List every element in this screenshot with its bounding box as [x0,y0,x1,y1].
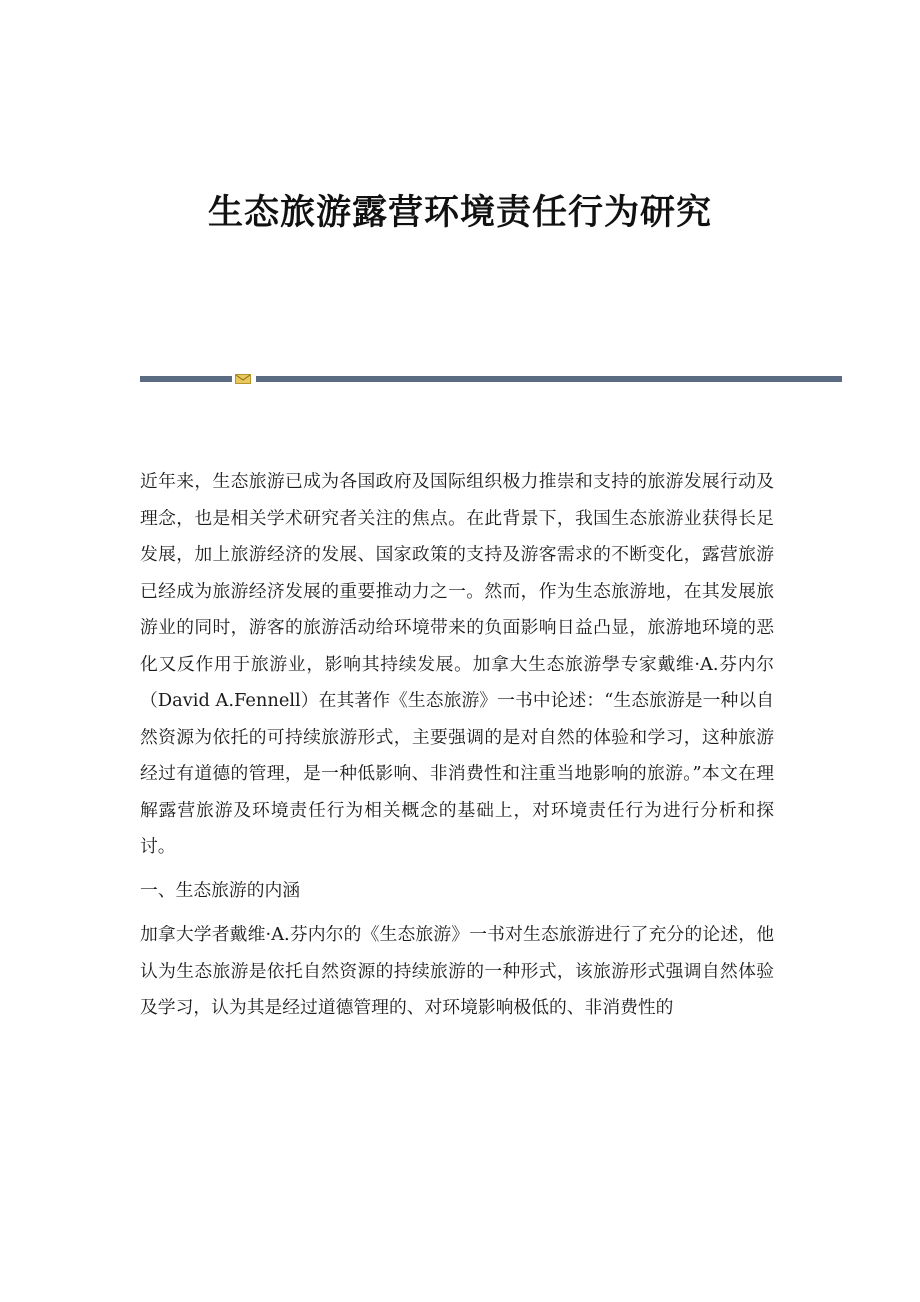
ornament-icon [235,374,251,384]
intro-paragraph: 近年来，生态旅游已成为各国政府及国际组织极力推崇和支持的旅游发展行动及理念，也是相关学术研究者关注的焦点。在此背景下，我国生态旅游业获得长足发展，加上旅游经济的发展、国家政策的支持及游客需求的不断变化，露营旅游已经成为旅游经济发展的重要推动力之一。然而，作为生态旅游地，在其发展旅游业的同时，游客的旅游活动给环境带来的负面影响日益凸显，旅游地环境的恶化又反作用于旅游业，影响其持续发展。加拿大生态旅游學专家戴维·A.芬内尔（David A.Fennell）在其著作《生态旅游》一书中论述：“生态旅游是一种以自然资源为依托的可持续旅游形式，主要强调的是对自然的体验和学习，这种旅游经过有道德的管理，是一种低影响、非消费性和注重当地影响的旅游。”本文在理解露营旅游及环境责任行为相关概念的基础上，对环境责任行为进行分析和探讨。 [140,471,774,857]
divider-bar-left [140,376,232,382]
title-divider [140,374,842,384]
divider-bar-right [256,376,842,382]
document-title: 生态旅游露营环境责任行为研究 [207,193,712,233]
document-body [140,464,774,1027]
section-paragraph: 加拿大学者戴维·A.芬内尔的《生态旅游》一书对生态旅游进行了充分的论述，他认为生态旅游是依托自然资源的持续旅游的一种形式，该旅游形式强调自然体验及学习，认为其是经过道德管理的、对环境影响极低的、非消费性的 [140,924,774,1018]
section-heading: 一、生态旅游的内涵 [140,879,301,901]
